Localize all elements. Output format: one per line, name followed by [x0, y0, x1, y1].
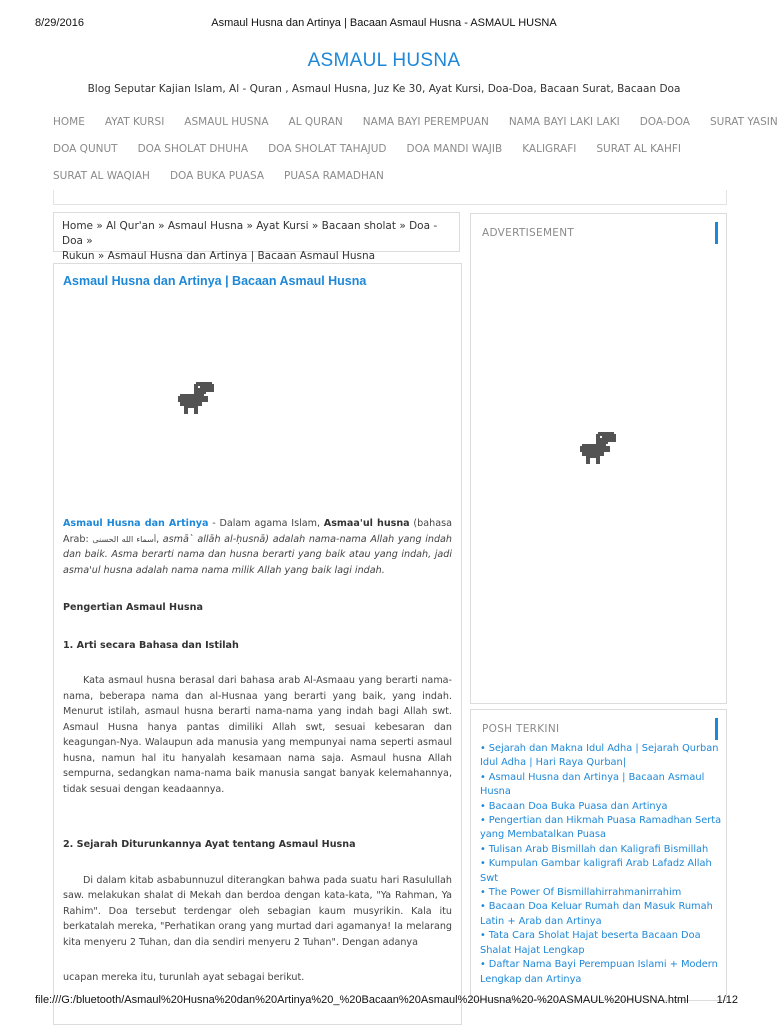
print-title: Asmaul Husna dan Artinya | Bacaan Asmaul Husna - ASMAUL HUSNA	[211, 17, 557, 29]
nav-divider	[53, 190, 727, 205]
nav-item[interactable]: NAMA BAYI PEREMPUAN	[362, 115, 489, 128]
widget-accent-bar	[715, 718, 718, 740]
recent-post-link[interactable]: Tulisan Arab Bismillah dan Kaligrafi Bismillah	[488, 843, 709, 855]
nav-item[interactable]: DOA QUNUT	[53, 142, 118, 155]
breadcrumb-line[interactable]: Rukun » Asmaul Husna dan Artinya | Bacaan Asmaul Husna	[62, 250, 376, 262]
recent-post-item[interactable]	[480, 958, 722, 987]
recent-post-item[interactable]	[480, 886, 722, 900]
post-text: ,	[156, 533, 163, 545]
nav-row	[53, 108, 778, 135]
recent-post-link[interactable]: Asmaul Husna dan Artinya | Bacaan Asmaul Husna	[480, 771, 705, 798]
recent-post-link[interactable]: Bacaan Doa Keluar Rumah dan Masuk Rumah Latin + Arab dan Artinya	[480, 901, 713, 927]
post-body	[63, 516, 452, 986]
recent-posts-list	[480, 742, 722, 987]
recent-post-item[interactable]	[480, 900, 722, 929]
post-paragraph: Di dalam kitab asbabunnuzul diterangkan bahwa pada suatu hari Rasulullah saw. melakukan shalat di Mekah dan berdoa dengan kata-kata, "Ya Rahman, Ya Rahim". Doa tersebut terdengar oleh sebagian kaum musyrikin. Kala itu berkatalah mereka, "Perhatikan orang yang murtad dari agamanya! Ia melarang kita menyeru 2 Tuhan, dan dia sendiri menyeru 2 Tuhan". Dengan adanya	[63, 874, 452, 948]
recent-post-link[interactable]: The Power Of Bismillahirrahmanirrahim	[488, 887, 682, 899]
post-text: - Dalam agama Islam,	[208, 518, 324, 529]
bullet-icon: •	[480, 815, 486, 827]
recent-post-link[interactable]: Tata Cara Sholat Hajat beserta Bacaan Doa Shalat Hajat Lengkap	[480, 930, 701, 956]
breadcrumb-line[interactable]: Home » Al Qur'an » Asmaul Husna » Ayat Kursi » Bacaan sholat » Doa - Doa »	[62, 220, 438, 247]
nav-item[interactable]: AL QURAN	[288, 115, 343, 128]
recent-post-item[interactable]	[480, 857, 722, 886]
bullet-icon: •	[480, 858, 486, 870]
advertisement-widget	[470, 213, 727, 704]
nav-item[interactable]: DOA-DOA	[639, 115, 690, 128]
breadcrumb	[53, 212, 460, 262]
print-page-number: 1/12	[716, 994, 738, 1006]
site-title[interactable]: ASMAUL HUSNA	[307, 50, 461, 71]
nav-row	[53, 135, 725, 162]
post-title[interactable]: Asmaul Husna dan Artinya | Bacaan Asmaul Husna	[63, 274, 367, 288]
recent-post-item[interactable]	[480, 814, 722, 843]
bullet-icon: •	[480, 800, 486, 812]
post-text: (bahasa Arab:	[63, 518, 452, 545]
nav-item[interactable]: DOA BUKA PUASA	[169, 169, 265, 182]
section-heading: 1. Arti secara Bahasa dan Istilah	[63, 639, 239, 651]
nav-item[interactable]: PUASA RAMADHAN	[284, 169, 384, 182]
print-date: 8/29/2016	[35, 17, 84, 29]
post-paragraph: ucapan mereka itu, turunlah ayat sebagai berikut.	[63, 972, 305, 983]
arabic-text: أسماء الله الحسنى	[92, 534, 157, 544]
recent-post-link[interactable]: Kumpulan Gambar kaligrafi Arab Lafadz Allah Swt	[480, 858, 712, 884]
nav-item[interactable]: KALIGRAFI	[522, 142, 577, 155]
bullet-icon: •	[480, 843, 486, 855]
nav-item[interactable]: DOA MANDI WAJIB	[406, 142, 503, 155]
recent-post-item[interactable]	[480, 742, 722, 771]
bullet-icon: •	[480, 887, 486, 899]
recent-post-link[interactable]: Pengertian dan Hikmah Puasa Ramadhan Serta yang Membatalkan Puasa	[480, 815, 722, 841]
main-nav	[53, 108, 778, 189]
post-intro-link[interactable]: Asmaul Husna dan Artinya	[63, 518, 209, 529]
nav-item[interactable]: DOA SHOLAT DHUHA	[137, 142, 249, 155]
nav-item[interactable]: SURAT AL WAQIAH	[53, 169, 150, 182]
post-article	[53, 263, 462, 1025]
recent-post-item[interactable]	[480, 929, 722, 958]
bullet-icon: •	[480, 901, 486, 913]
recent-post-item[interactable]	[480, 800, 722, 814]
post-paragraph: Kata asmaul husna berasal dari bahasa arab Al-Asmaau yang berarti nama-nama, beberapa nama dan al-Husnaa yang berarti yang baik, yang indah. Menurut istilah, asmaul husna berarti nama-nama yang indah bagi Allah swt. Asmaul Husna hanya pantas dimiliki Allah swt, sesuai kebesaran dan keagungan-Nya. Walaupun ada manusia yang mempunyai nama seperti asmaul husna, namun hal itu hanyalah kesamaan nama saja. Asmaul husna Allah sempurna, sedangkan nama-nama baik manusia sangat banyak kelemahannya, tidak sesuai dengan keadaannya.	[63, 675, 452, 795]
recent-posts-widget	[470, 709, 727, 1001]
section-heading: 2. Sejarah Diturunkannya Ayat tentang Asmaul Husna	[63, 839, 356, 850]
recent-post-link[interactable]: Sejarah dan Makna Idul Adha | Sejarah Qurban Idul Adha | Hari Raya Qurban|	[480, 743, 719, 769]
widget-title: ADVERTISEMENT	[482, 227, 575, 239]
nav-item[interactable]: SURAT AL KAHFI	[596, 142, 682, 155]
bullet-icon: •	[480, 771, 486, 783]
nav-item[interactable]: SURAT YASIN	[709, 115, 778, 128]
nav-item[interactable]: AYAT KURSI	[104, 115, 165, 128]
recent-post-link[interactable]: Bacaan Doa Buka Puasa dan Artinya	[488, 800, 668, 812]
section-heading: Pengertian Asmaul Husna	[63, 602, 203, 613]
nav-row	[53, 162, 725, 189]
bullet-icon: •	[480, 930, 486, 942]
print-file-path: file:///G:/bluetooth/Asmaul%20Husna%20dan%20Artinya%20_%20Bacaan%20Asmaul%20Husna%20-%20ASMAUL%20HUSNA.html	[35, 994, 689, 1006]
post-bold-term: Asmaa'ul husna	[323, 518, 410, 529]
nav-item[interactable]: NAMA BAYI LAKI LAKI	[508, 115, 620, 128]
bullet-icon: •	[480, 959, 486, 971]
dino-placeholder-icon	[580, 432, 616, 466]
nav-item[interactable]: DOA SHOLAT TAHAJUD	[268, 142, 387, 155]
site-description: Blog Seputar Kajian Islam, Al - Quran , Asmaul Husna, Juz Ke 30, Ayat Kursi, Doa-Doa, Bacaan Surat, Bacaan Doa	[87, 83, 681, 95]
dino-placeholder-icon	[178, 382, 214, 416]
nav-item[interactable]: ASMAUL HUSNA	[184, 115, 269, 128]
bullet-icon: •	[480, 743, 486, 754]
nav-item[interactable]: HOME	[53, 115, 85, 128]
recent-post-item[interactable]	[480, 771, 722, 800]
post-italic-text: asmā` allāh al-ḥusnā) adalah nama-nama Allah yang indah dan baik. Asma berarti nama dan husna berarti yang baik atau yang indah, jadi asma'ul husna adalah nama nama milik Allah yang baik lagi indah.	[63, 533, 453, 576]
widget-accent-bar	[715, 222, 718, 244]
widget-title: POSH TERKINI	[482, 723, 560, 735]
recent-post-item[interactable]	[480, 843, 722, 857]
recent-post-link[interactable]: Daftar Nama Bayi Perempuan Islami + Modern Lengkap dan Artinya	[480, 959, 718, 985]
